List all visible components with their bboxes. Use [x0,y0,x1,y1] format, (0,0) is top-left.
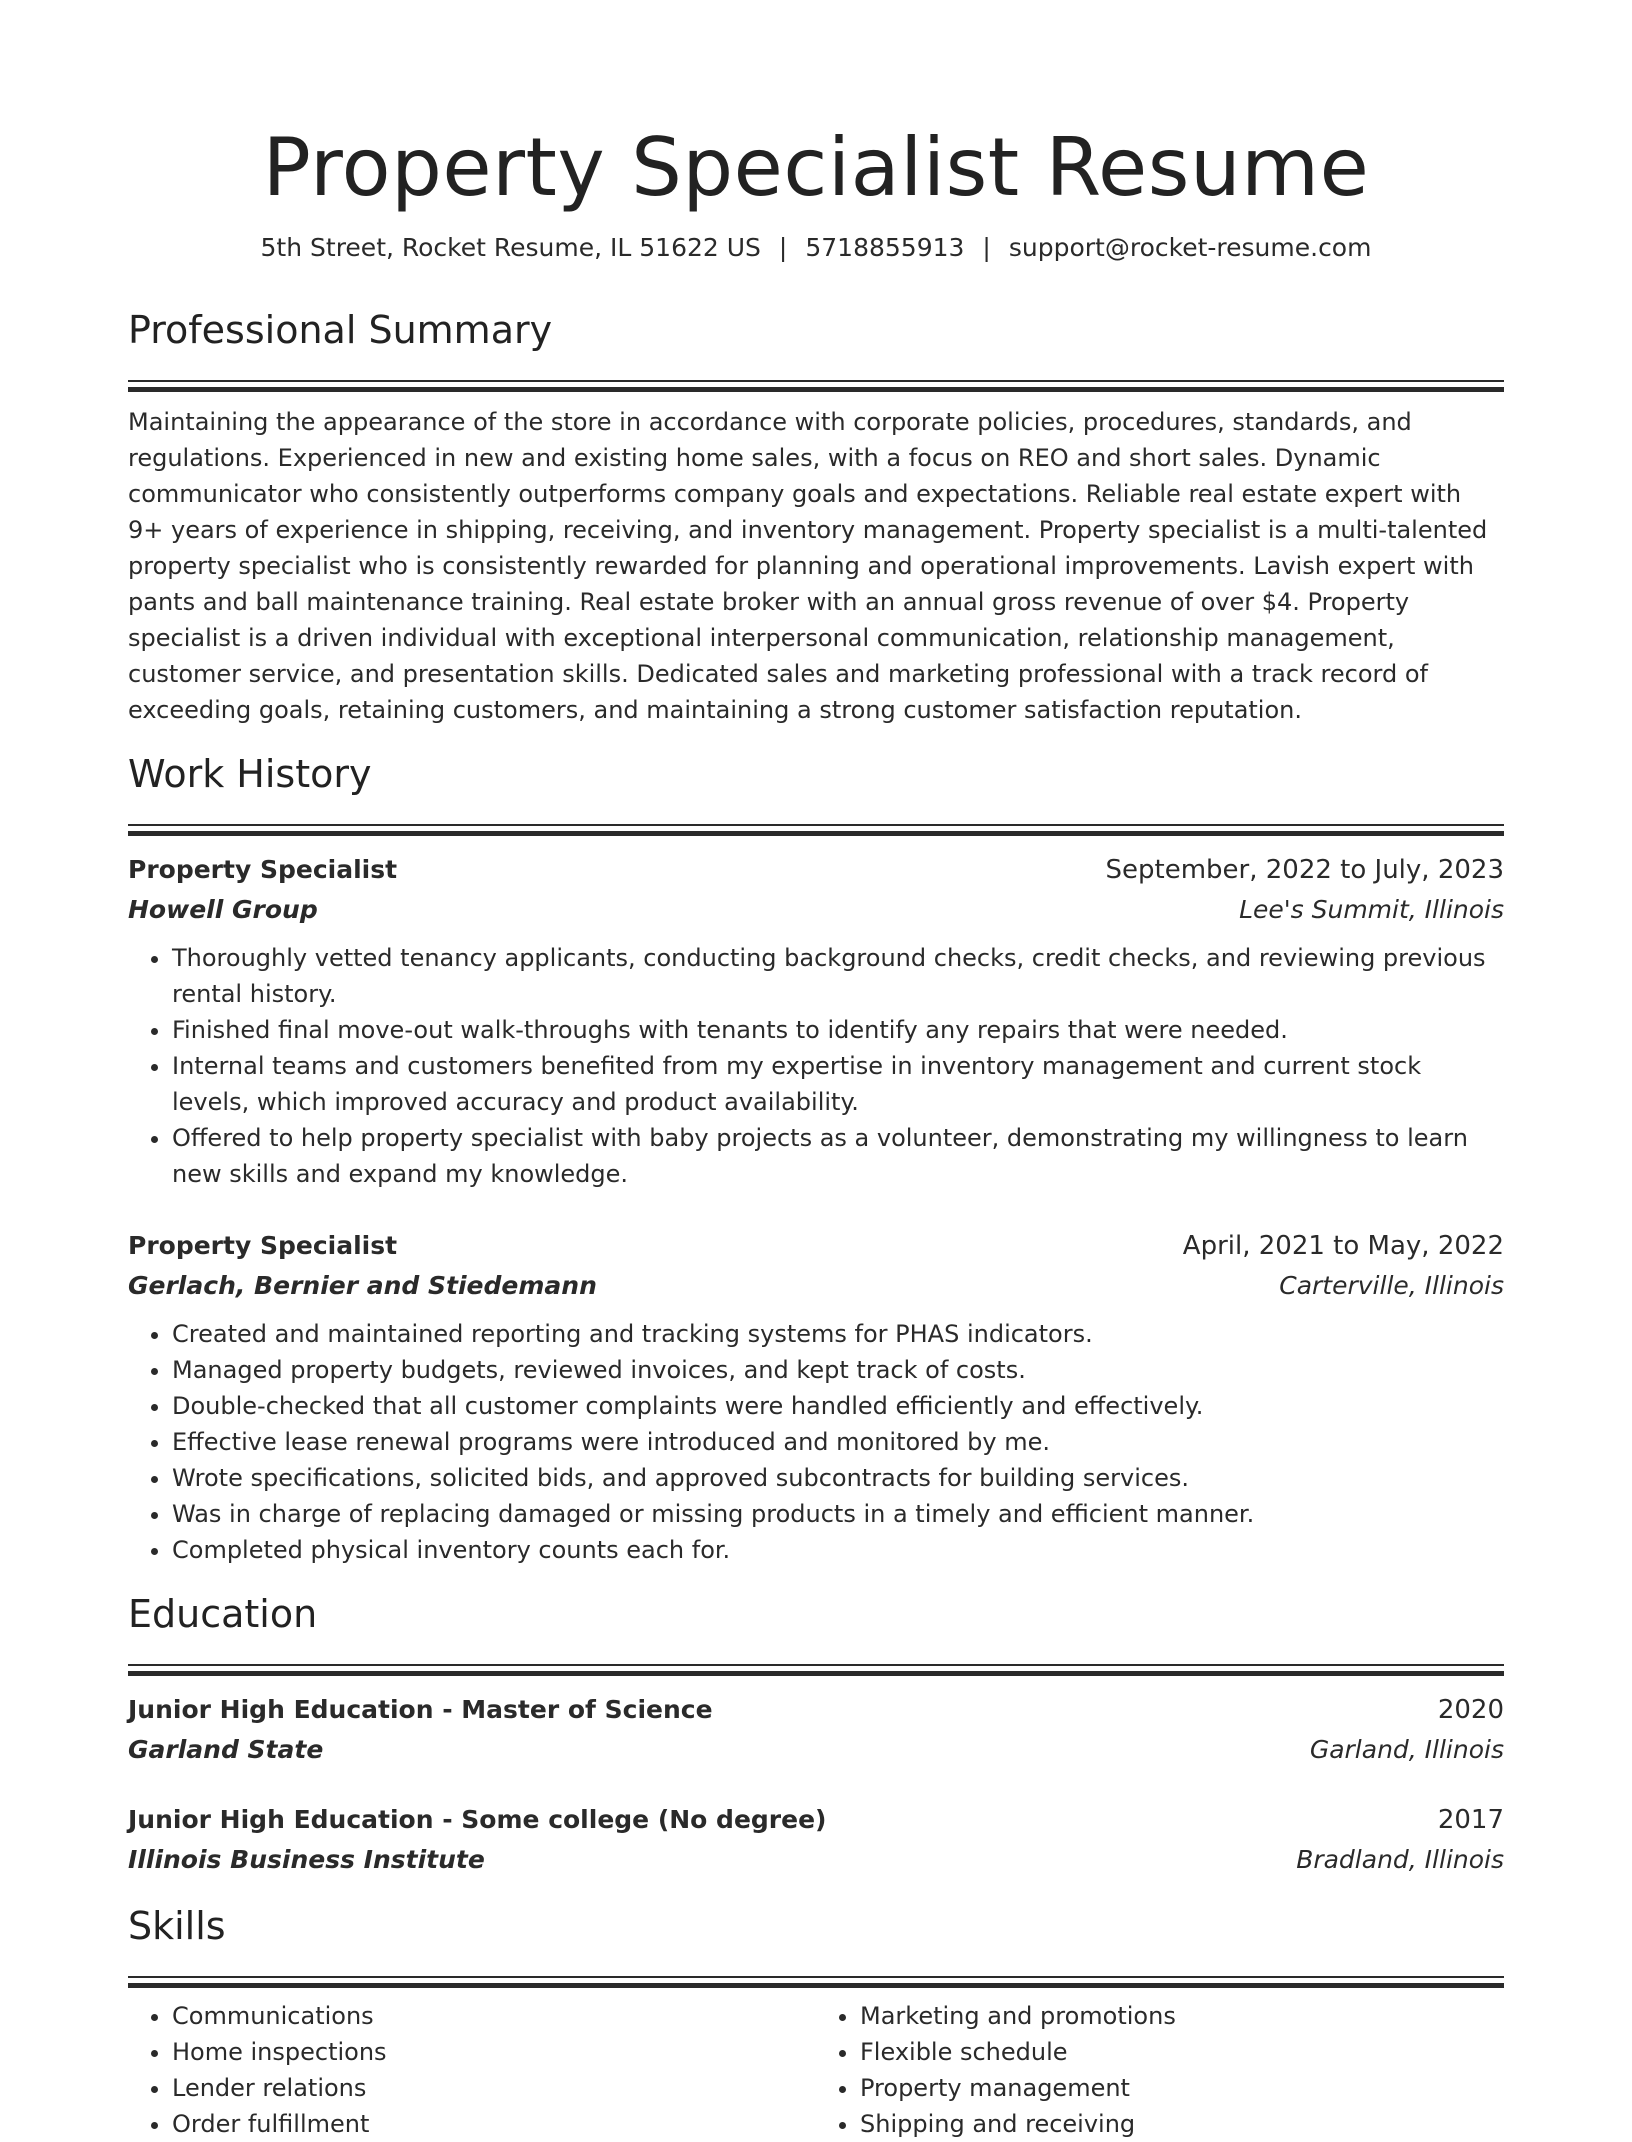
education-section-header [128,1590,1504,1676]
skills-column-right [816,1998,1504,2142]
education-school: Illinois Business Institute [128,1845,485,1874]
job-title: Property Specialist [128,1231,398,1260]
work-section-header [128,750,1504,836]
job-entry [128,850,1504,1192]
education-degree: Junior High Education - Master of Science [128,1695,713,1724]
skill-item: • Marketing and promotions [860,1998,1504,2034]
education-year: 2017 [1437,1805,1504,1835]
job-location: Lee's Summit, Illinois [1239,895,1504,924]
contact-email: support@rocket-resume.com [1008,233,1372,262]
skill-item: • Home inspections [172,2034,816,2070]
education-year: 2020 [1437,1695,1504,1725]
education-entry [128,1690,1504,1770]
education-school: Garland State [128,1735,324,1764]
skills-section-header [128,1902,1504,1988]
section-divider [128,1976,1504,1988]
resume-title: Property Specialist Resume [262,121,1370,214]
job-bullet: • Was in charge of replacing damaged or missing products in a timely and efficient manner. [172,1496,1504,1532]
education-degree: Junior High Education - Some college (No degree) [128,1805,827,1834]
job-bullet: • Effective lease renewal programs were introduced and monitored by me. [172,1424,1504,1460]
skill-item: • Order fulfillment [172,2106,816,2142]
summary-heading: Professional Summary [128,308,553,352]
job-location: Carterville, Illinois [1279,1271,1504,1300]
job-bullet: • Wrote specifications, solicited bids, and approved subcontracts for building services. [172,1460,1504,1496]
skill-item: • Lender relations [172,2070,816,2106]
job-dates: April, 2021 to May, 2022 [1182,1231,1504,1261]
education-heading: Education [128,1592,318,1636]
skill-item: • Flexible schedule [860,2034,1504,2070]
skill-item: • Shipping and receiving [860,2106,1504,2142]
job-bullet: • Offered to help property specialist with baby projects as a volunteer, demonstrating my willingness to learn new skills and expand my knowledge. [172,1120,1504,1192]
job-dates: September, 2022 to July, 2023 [1105,855,1504,885]
skills-heading: Skills [128,1904,226,1948]
job-company: Gerlach, Bernier and Stiedemann [128,1271,597,1300]
job-bullet: • Internal teams and customers benefited from my expertise in inventory management and current stock levels, which improved accuracy and product availability. [172,1048,1504,1120]
skills-list [128,1998,1504,2142]
work-heading: Work History [128,752,372,796]
job-bullet: • Managed property budgets, reviewed invoices, and kept track of costs. [172,1352,1504,1388]
job-title: Property Specialist [128,855,398,884]
summary-section-header [128,306,1504,392]
summary-text: Maintaining the appearance of the store in accordance with corporate policies, procedures, standards, and regulations. Experienced in new and existing home sales, with a focus on REO and short sales. Dynamic communicator who consistently outperforms company goals and expectations. Reliable real estate expert with 9+ years of experience in shipping, receiving, and inventory management. Property specialist is a multi-talented property specialist who is consistently rewarded for planning and operational improvements. Lavish expert with pants and ball maintenance training. Real estate broker with an annual gross revenue of over $4. Property specialist is a driven individual with exceptional interpersonal communication, relationship management, customer service, and presentation skills. Dedicated sales and marketing professional with a track record of exceeding goals, retaining customers, and maintaining a strong customer satisfaction reputation. [128,408,1488,724]
resume-page [128,0,1504,2142]
job-entry [128,1226,1504,1568]
job-bullet: • Thoroughly vetted tenancy applicants, conducting background checks, credit checks, and reviewing previous rental history. [172,940,1504,1012]
education-location: Bradland, Illinois [1296,1845,1504,1874]
job-bullets [128,1316,1504,1568]
section-divider [128,380,1504,392]
education-location: Garland, Illinois [1309,1735,1504,1764]
contact-separator: | [778,233,788,262]
job-bullet: • Completed physical inventory counts each for. [172,1532,1504,1568]
skills-column-left [128,1998,816,2142]
contact-line [128,230,1504,266]
section-divider [128,824,1504,836]
section-divider [128,1664,1504,1676]
education-entry [128,1800,1504,1880]
contact-separator: | [982,233,991,262]
skill-item: • Communications [172,1998,816,2034]
job-bullet: • Finished final move-out walk-throughs with tenants to identify any repairs that were needed. [172,1012,1504,1048]
contact-phone: 5718855913 [805,233,965,262]
job-bullet: • Created and maintained reporting and tracking systems for PHAS indicators. [172,1316,1504,1352]
job-bullet: • Double-checked that all customer complaints were handled efficiently and effectively. [172,1388,1504,1424]
contact-address: 5th Street, Rocket Resume, IL 51622 US [260,233,761,262]
job-bullets [128,940,1504,1192]
job-company: Howell Group [128,895,318,924]
skill-item: • Property management [860,2070,1504,2106]
